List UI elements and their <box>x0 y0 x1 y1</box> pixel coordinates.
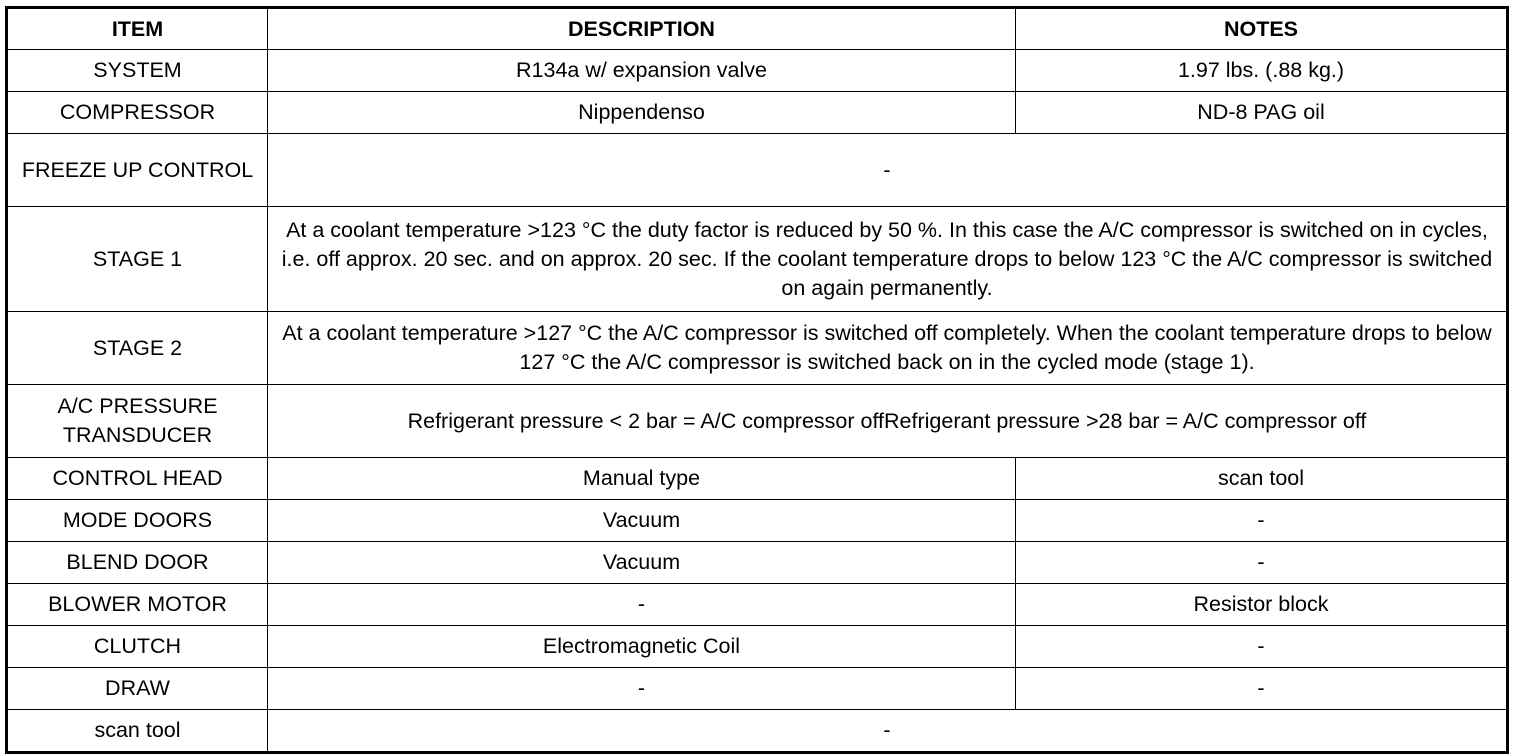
table-row-stage-2 <box>7 312 1508 385</box>
merged-cell: Refrigerant pressure < 2 bar = A/C compressor offRefrigerant pressure >28 bar = A/C compressor off <box>268 385 1508 458</box>
header-row <box>7 8 1508 50</box>
table-row-blend-door <box>7 542 1508 584</box>
description-cell: Vacuum <box>268 542 1016 584</box>
notes-cell: ND-8 PAG oil <box>1016 92 1508 134</box>
notes-cell: - <box>1016 668 1508 710</box>
description-cell: Nippendenso <box>268 92 1016 134</box>
item-cell: MODE DOORS <box>7 500 268 542</box>
table-row-system <box>7 50 1508 92</box>
item-cell: SYSTEM <box>7 50 268 92</box>
item-cell: CONTROL HEAD <box>7 458 268 500</box>
notes-cell: - <box>1016 542 1508 584</box>
notes-cell: 1.97 lbs. (.88 kg.) <box>1016 50 1508 92</box>
header-item: ITEM <box>7 8 268 50</box>
table-row-compressor <box>7 92 1508 134</box>
description-cell: Electromagnetic Coil <box>268 626 1016 668</box>
description-cell: - <box>268 584 1016 626</box>
table-row-blower-motor <box>7 584 1508 626</box>
table-row-ac-pressure-transducer <box>7 385 1508 458</box>
table-row-mode-doors <box>7 500 1508 542</box>
notes-cell: scan tool <box>1016 458 1508 500</box>
table-row-stage-1 <box>7 207 1508 312</box>
item-cell: CLUTCH <box>7 626 268 668</box>
description-cell: Vacuum <box>268 500 1016 542</box>
merged-cell: At a coolant temperature >123 °C the duty factor is reduced by 50 %. In this case the A/C compressor is switched on in cycles, i.e. off approx. 20 sec. and on approx. 20 sec. If the coolant temperature drops to below 123 °C the A/C compressor is switched on again permanently. <box>268 207 1508 312</box>
merged-cell: - <box>268 134 1508 207</box>
item-cell: COMPRESSOR <box>7 92 268 134</box>
item-cell: BLEND DOOR <box>7 542 268 584</box>
table-row-clutch <box>7 626 1508 668</box>
table-row-draw <box>7 668 1508 710</box>
item-cell: BLOWER MOTOR <box>7 584 268 626</box>
table-row-scan-tool <box>7 710 1508 753</box>
description-cell: R134a w/ expansion valve <box>268 50 1016 92</box>
item-cell: FREEZE UP CONTROL <box>7 134 268 207</box>
item-cell: DRAW <box>7 668 268 710</box>
notes-cell: Resistor block <box>1016 584 1508 626</box>
item-cell: A/C PRESSURE TRANSDUCER <box>7 385 268 458</box>
header-notes: NOTES <box>1016 8 1508 50</box>
description-cell: Manual type <box>268 458 1016 500</box>
notes-cell: - <box>1016 500 1508 542</box>
merged-cell: - <box>268 710 1508 753</box>
item-cell: STAGE 2 <box>7 312 268 385</box>
item-cell: scan tool <box>7 710 268 753</box>
description-cell: - <box>268 668 1016 710</box>
ac-specification-table <box>5 6 1509 754</box>
header-description: DESCRIPTION <box>268 8 1016 50</box>
table-row-control-head <box>7 458 1508 500</box>
notes-cell: - <box>1016 626 1508 668</box>
item-cell: STAGE 1 <box>7 207 268 312</box>
table-row-freeze-up-control <box>7 134 1508 207</box>
merged-cell: At a coolant temperature >127 °C the A/C compressor is switched off completely. When the coolant temperature drops to below 127 °C the A/C compressor is switched back on in the cycled mode (stage 1). <box>268 312 1508 385</box>
